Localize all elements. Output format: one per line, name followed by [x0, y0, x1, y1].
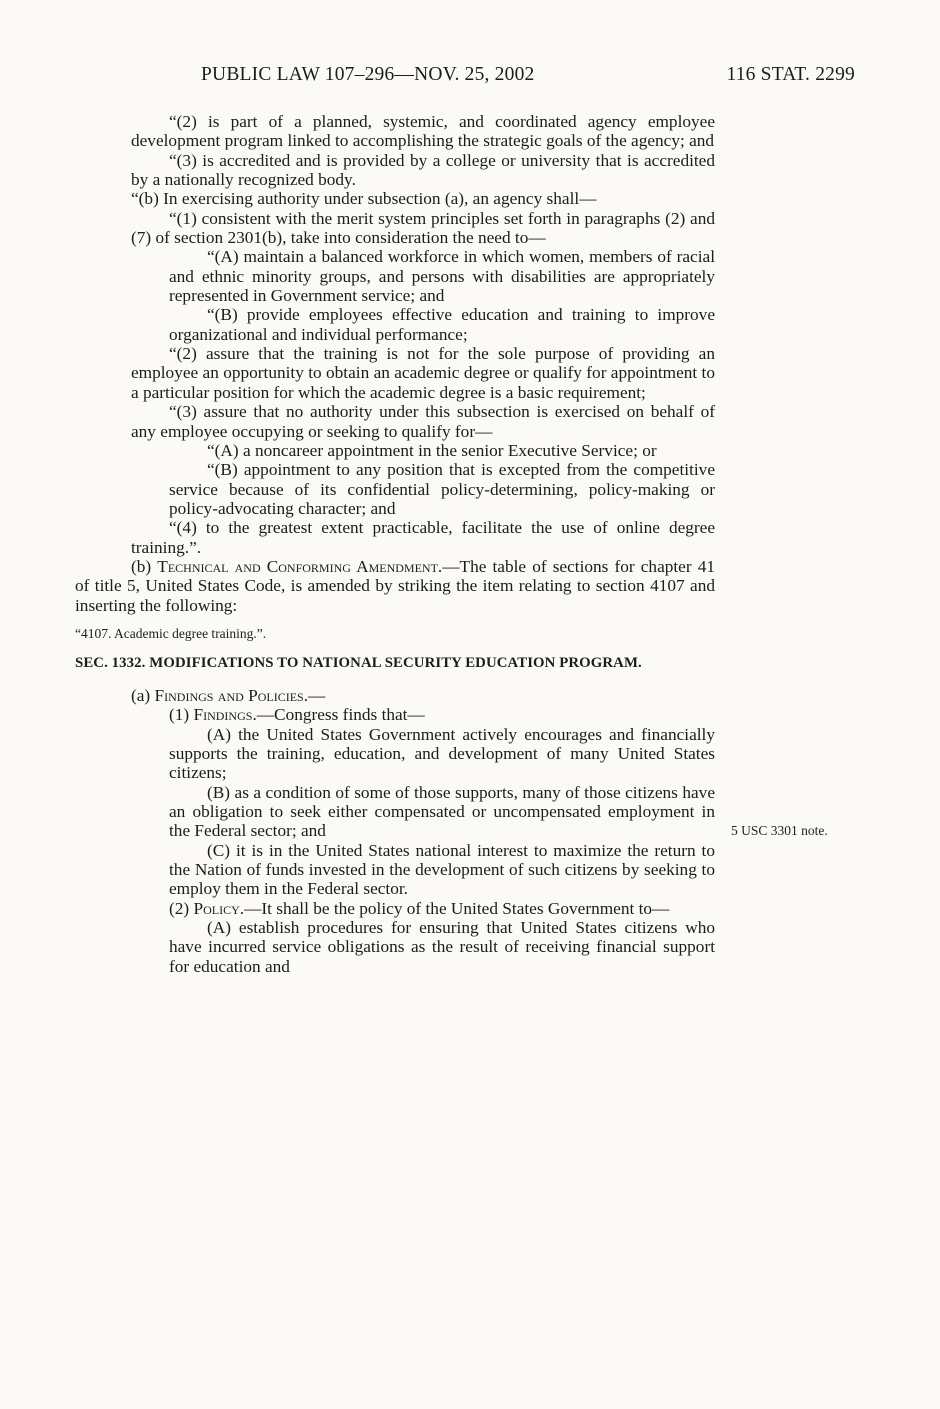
spacer [75, 672, 715, 686]
header-stat-page: 116 STAT. 2299 [726, 64, 855, 85]
toc-entry: “4107. Academic degree training.”. [75, 625, 267, 641]
findings-paragraph: (1) Findings.—Congress finds that— [169, 705, 425, 725]
amendment-heading: Technical and Conforming Amendment [157, 556, 438, 576]
subparagraph-b1a: “(A) maintain a balanced workforce in which women, members of racial and ethnic minority groups, and persons with disabilities are appropriately represented in Government service; and [169, 247, 715, 306]
running-header [75, 64, 855, 90]
paragraph-b3: “(3) assure that no authority under this subsection is exercised on behalf of any employee occupying or seeking to qualify for— [131, 402, 715, 441]
paragraph-2: “(2) is part of a planned, systemic, and coordinated agency employee development program linked to accomplishing the strategic goals of the agency; and [131, 112, 715, 151]
findings-and-policies: (a) Findings and Policies.— [131, 685, 326, 705]
body-text [75, 112, 715, 976]
margin-note-usc: 5 USC 3301 note. [731, 823, 828, 838]
finding-b: (B) as a condition of some of those supports, many of those citizens have an obligation to seek either compensated or uncompensated employment in the Federal sector; and [169, 782, 715, 841]
finding-a: (A) the United States Government actively encourages and financially supports the training, education, and development of many United States citizens; [169, 724, 715, 783]
paragraph-b1: “(1) consistent with the merit system principles set forth in paragraphs (2) and (7) of section 2301(b), take into consideration the need to— [131, 208, 715, 248]
finding-c: (C) it is in the United States national interest to maximize the return to the Nation of funds invested in the development of such citizens by seeking to employ them in the Federal sector. [169, 840, 715, 899]
paragraph-b2: “(2) assure that the training is not for the sole purpose of providing an employee an opportunity to obtain an academic degree or qualify for appointment to a particular position for which the academic degree is a basic requirement; [131, 344, 715, 402]
subparagraph-b3b: “(B) appointment to any position that is excepted from the competitive service because of its confidential policy-determining, policy-making or policy-advocating character; and [169, 460, 715, 518]
policy-a: (A) establish procedures for ensuring that United States citizens who have incurred service obligations as the result of receiving financial support for education and [169, 918, 715, 976]
policy-paragraph: (2) Policy.—It shall be the policy of the United States Government to— [169, 898, 670, 918]
header-law-citation: PUBLIC LAW 107–296—NOV. 25, 2002 [201, 64, 535, 85]
subparagraph-b3a: “(A) a noncareer appointment in the senior Executive Service; or [207, 440, 657, 460]
subparagraph-b1b: “(B) provide employees effective education and training to improve organizational and individual performance; [169, 305, 715, 344]
subsection-b: “(b) In exercising authority under subsection (a), an agency shall— [131, 189, 597, 209]
paragraph-b4: “(4) to the greatest extent practicable, facilitate the use of online degree training.”. [131, 518, 715, 557]
section-heading: SEC. 1332. MODIFICATIONS TO NATIONAL SECURITY EDUCATION PROGRAM. [75, 654, 642, 671]
technical-amendment: (b) Technical and Conforming Amendment.—The table of sections for chapter 41 of title 5, United States Code, is amended by striking the item relating to section 4107 and inserting the following: [75, 556, 716, 615]
paragraph-3: “(3) is accredited and is provided by a college or university that is accredited by a nationally recognized body. [131, 150, 715, 190]
